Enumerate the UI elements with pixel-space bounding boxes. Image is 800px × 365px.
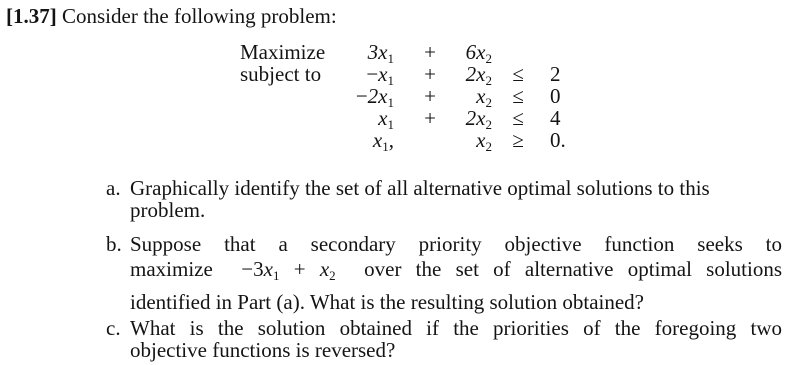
part-c-label: c. [106, 316, 121, 340]
constraint-1-term-x2: $2x_2$ [465, 62, 492, 88]
constraint-2-relation: ≤ [512, 84, 524, 108]
nonneg-rhs: 0. [550, 128, 566, 152]
part-b-line-1: Suppose that a secondary priority objective function seeks to [130, 232, 782, 256]
part-a-label: a. [106, 176, 121, 200]
constraint-1-relation: ≤ [512, 62, 524, 86]
problem-intro: Consider the following problem: [62, 4, 337, 28]
part-b-label: b. [106, 232, 122, 256]
part-b-line-3: identified in Part (a). What is the resulting solution obtained? [130, 290, 644, 314]
objective-term-x2: $6x_2$ [465, 40, 492, 66]
part-c-line-2: objective functions is reversed? [130, 338, 396, 362]
constraint-1-plus: + [424, 62, 436, 86]
constraint-3-rhs: 4 [550, 106, 561, 130]
constraint-2-plus: + [424, 84, 436, 108]
nonneg-x2: $x_2$ [476, 128, 492, 154]
part-a-line-1: Graphically identify the set of all alternative optimal solutions to this [130, 176, 710, 200]
part-a-line-2: problem. [130, 198, 206, 222]
constraint-2-rhs: 0 [550, 84, 561, 108]
nonneg-relation: ≥ [512, 128, 524, 152]
constraint-3-relation: ≤ [512, 106, 524, 130]
maximize-label: Maximize [240, 40, 326, 64]
objective-plus: + [424, 40, 436, 64]
problem-number: [1.37] [6, 4, 57, 28]
constraint-1-rhs: 2 [550, 62, 561, 86]
part-c-line-1: What is the solution obtained if the priorities of the foregoing two [130, 316, 782, 340]
constraint-2-term-x1: $-2x_1$ [355, 84, 394, 110]
subject-to-label: subject to [240, 62, 322, 86]
constraint-1-term-x1: $-x_1$ [366, 62, 394, 88]
constraint-3-term-x2: $2x_2$ [465, 106, 492, 132]
constraint-3-term-x1: $x_1$ [378, 106, 394, 132]
nonneg-x1: $x_1$, [372, 128, 394, 154]
part-b-line-2: maximize $-3x_1 + x_2$ over the set of alternative optimal solutions [130, 257, 782, 283]
constraint-2-term-x2: $x_2$ [476, 84, 492, 110]
constraint-3-plus: + [424, 106, 436, 130]
problem-header [6, 4, 337, 28]
objective-term-x1: $3x_1$ [367, 40, 394, 66]
